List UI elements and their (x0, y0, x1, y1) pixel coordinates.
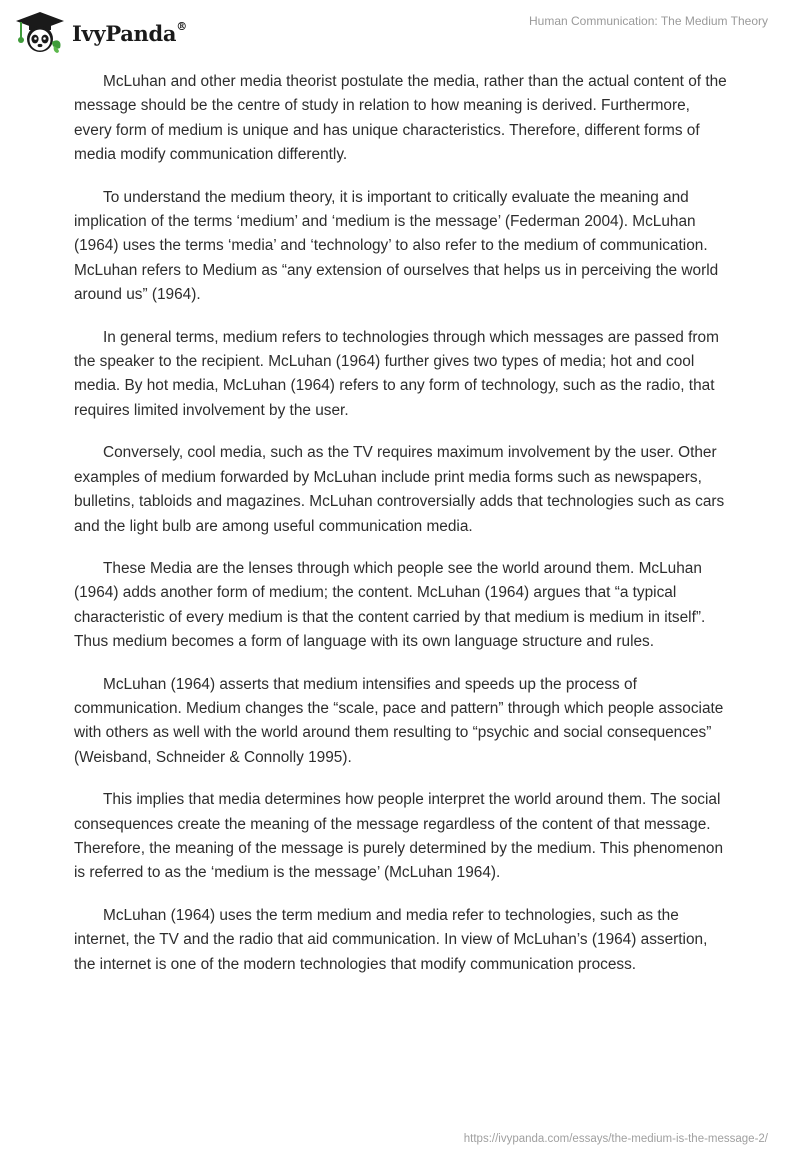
paragraph: To understand the medium theory, it is important to critically evaluate the meaning and implication of the terms ‘medium’ and ‘medium is the message’ (Federman 2004). McLuhan (1964) uses the terms ‘media’ and ‘technology’ to also refer to the medium of communication. McLuhan refers to Medium as “any extension of ourselves that helps us in perceiving the world around us” (1964). (74, 188, 719, 304)
paragraph: McLuhan and other media theorist postulate the media, rather than the actual content of the message should be the centre of study in relation to how meaning is derived. Furthermore, every form of medium is unique and has unique characteristics. Therefore, different forms of media modify communication differently. (74, 73, 727, 164)
paragraph: This implies that media determines how people interpret the world around them. The social consequences create the meaning of the message regardless of the content of that message. Therefore, the meaning of the message is purely determined by the medium. This phenomenon is referred to as the ‘medium is the message’ (McLuhan 1964). (74, 791, 724, 882)
paragraph: McLuhan (1964) uses the term medium and media refer to technologies, such as the internet, the TV and the radio that aid communication. In view of McLuhan’s (1964) assertion, the internet is one of the modern technologies that modify communication process. (74, 906, 708, 973)
footer-url[interactable]: https://ivypanda.com/essays/the-medium-is-the-message-2/ (463, 1133, 768, 1145)
logo-text: IvyPanda® (72, 19, 187, 46)
paragraph: In general terms, medium refers to technologies through which messages are passed from the speaker to the recipient. McLuhan (1964) further gives two types of media; hot and cool media. By hot media, McLuhan (1964) refers to any form of technology, such as the radio, that requires limited involvement by the user. (74, 328, 719, 419)
paragraph: These Media are the lenses through which people see the world around them. McLuhan (1964) adds another form of medium; the content. McLuhan (1964) argues that “a typical characteristic of every medium is that the content carried by that medium is medium in itself”. Thus medium becomes a form of language with its own language structure and rules. (74, 559, 706, 651)
ivypanda-logo[interactable] (14, 8, 187, 56)
page-header (0, 0, 800, 64)
running-title: Human Communication: The Medium Theory (529, 14, 768, 28)
panda-graduate-icon (14, 10, 66, 54)
paragraph: Conversely, cool media, such as the TV requires maximum involvement by the user. Other examples of medium forwarded by McLuhan include print media forms such as newspapers, bulletins, tabloids and magazines. McLuhan controversially adds that technologies such as cars and the light bulb are among useful communication media. (74, 444, 725, 535)
paragraph: McLuhan (1964) asserts that medium intensifies and speeds up the process of communication. Medium changes the “scale, pace and pattern” through which people associate with others as well with the world around them resulting to “psychic and social consequences” (Weisband, Schneider & Connolly 1995). (74, 675, 724, 766)
essay-body (74, 70, 730, 995)
